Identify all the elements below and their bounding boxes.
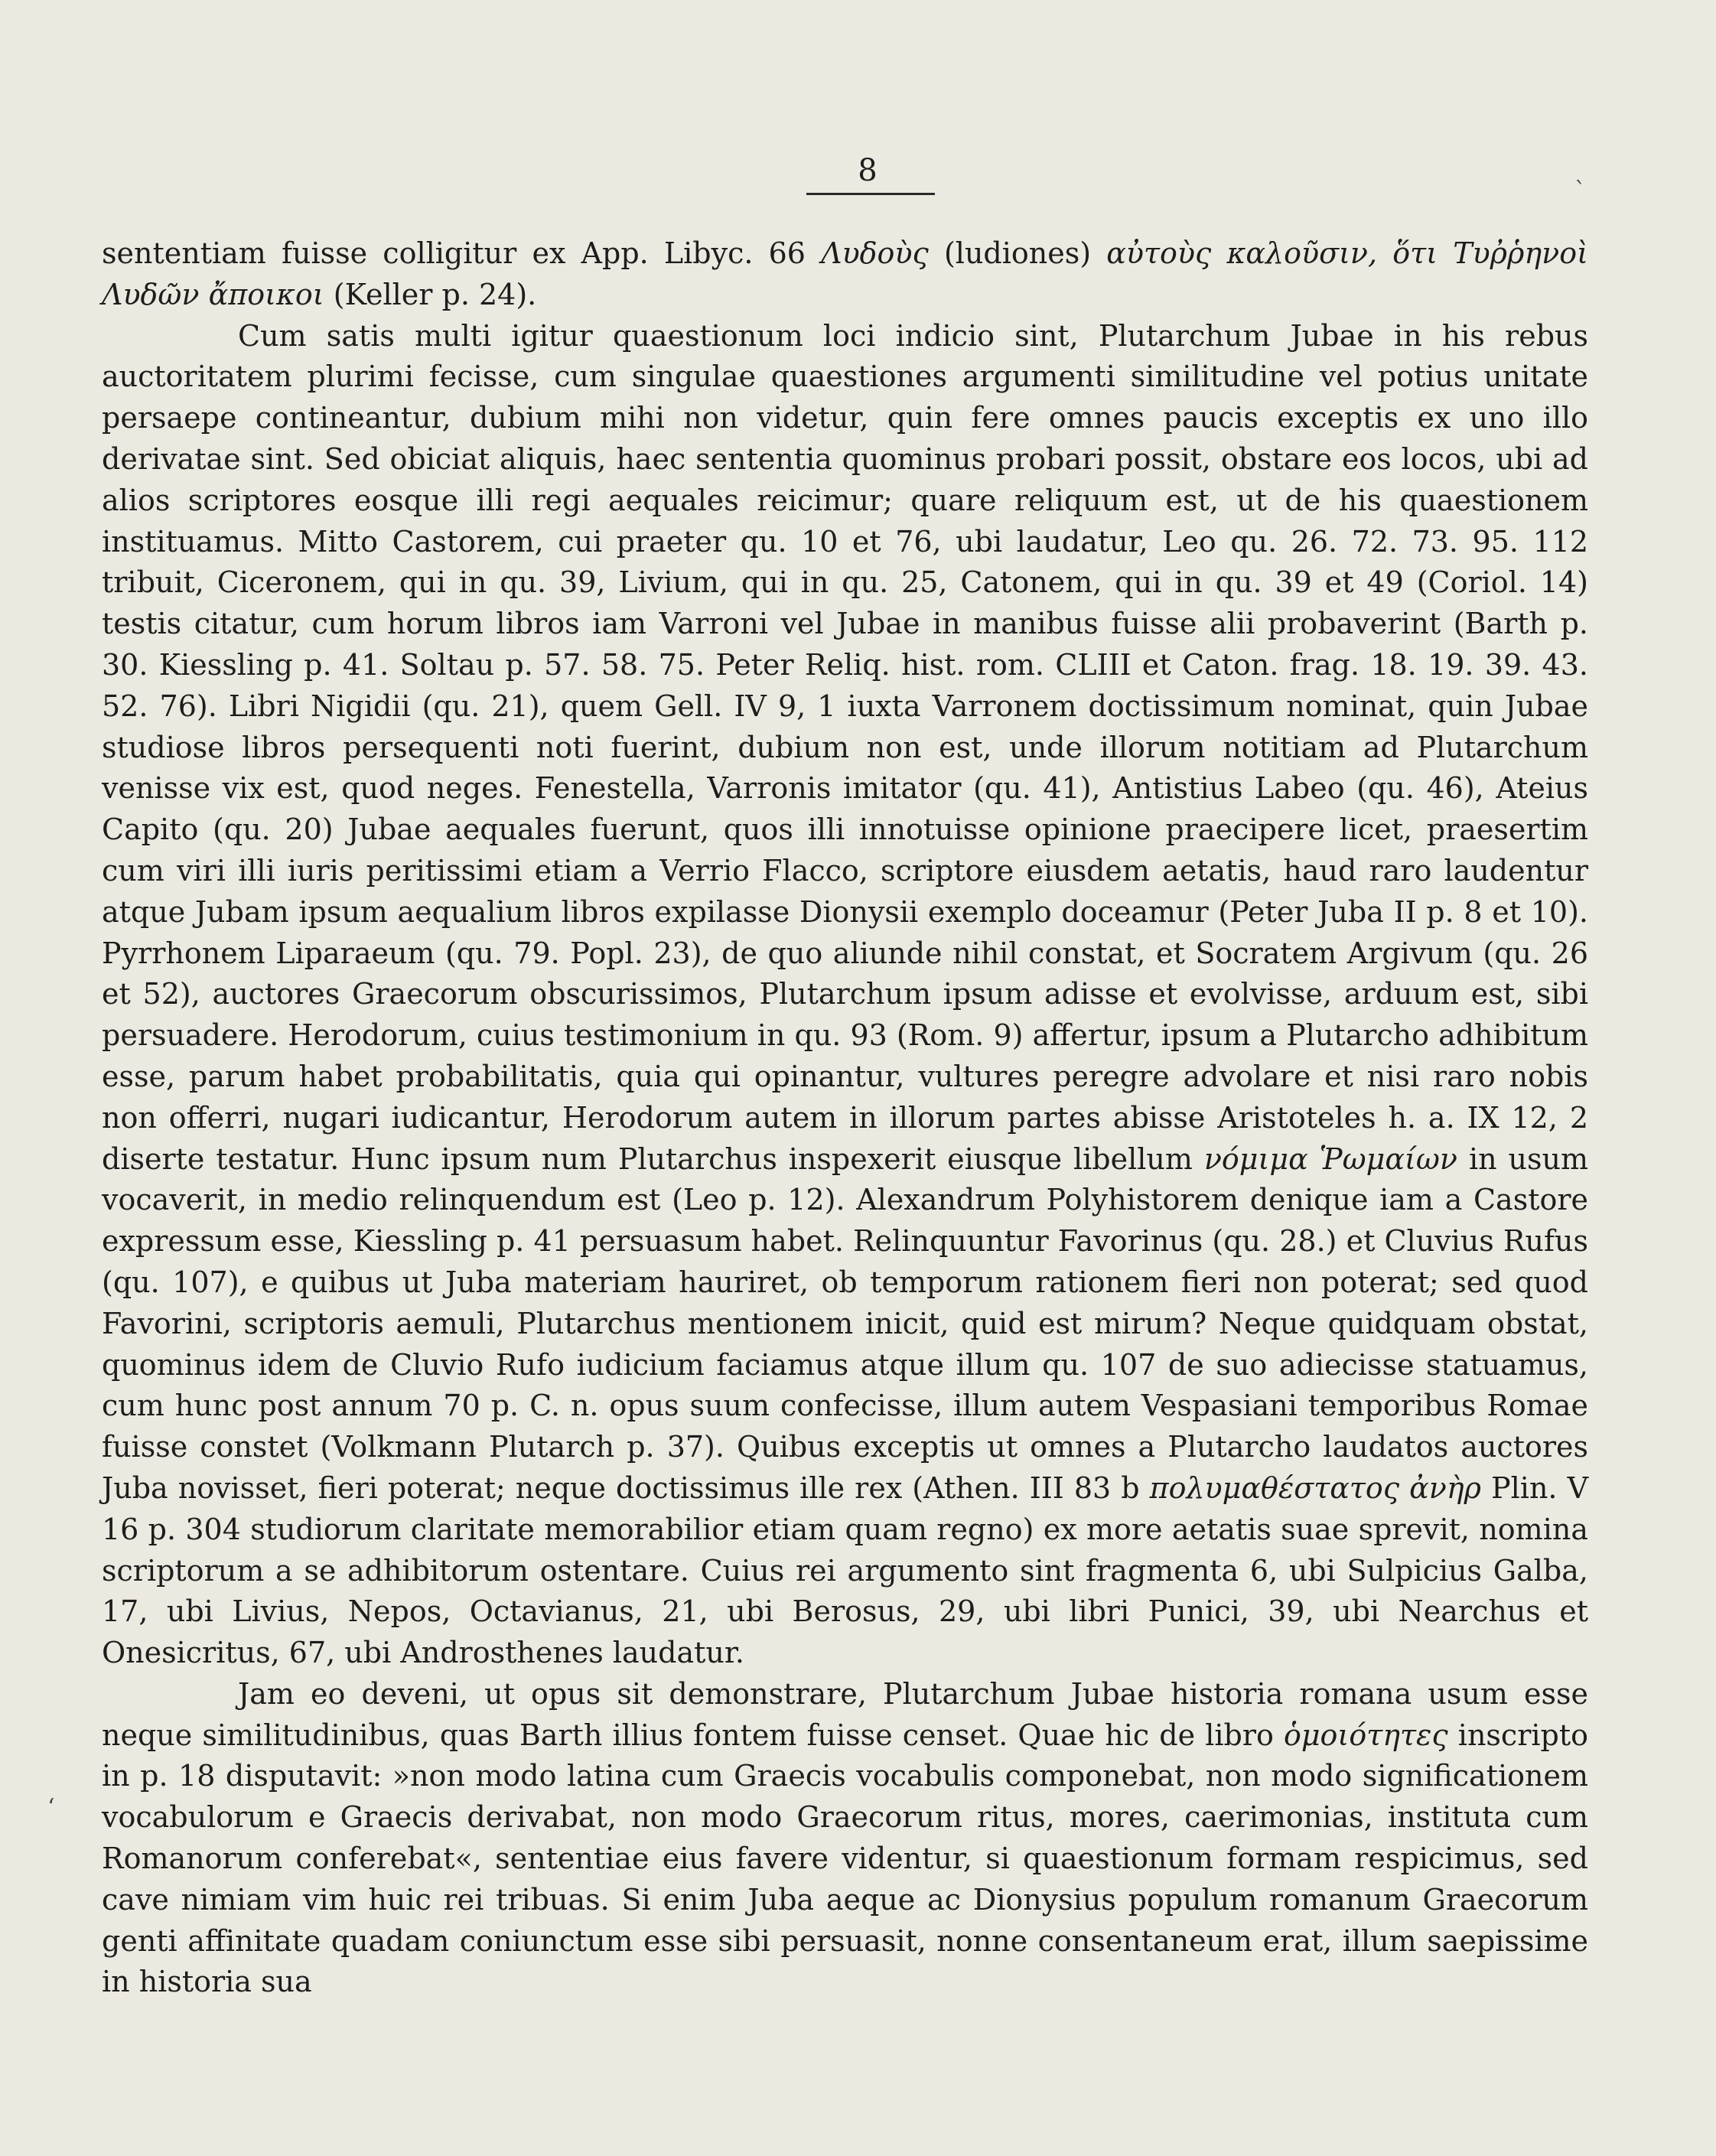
text-run: (ludiones): [928, 236, 1107, 270]
text-run: Jam eo deveni, ut opus sit demonstrare, Plutarchum Jubae historia romana usum esse neque similitudinibus, quas Barth illius fontem fuisse censet. Quae hic de libro: [102, 1676, 1588, 1752]
text-run: inscripto in p. 18 disputavit: »non modo latina cum Graecis vocabulis componebat, non modo significationem vocabulorum e Graecis derivabat, non modo Graecorum ritus, mores, caerimonias, instituta cum Romanorum conferebat«, sententiae eius favere videntur, si quaestionum formam respicimus, sed cave nimiam vim huic rei tribuas. Si enim Juba aeque ac Dionysius populum romanum Graecorum genti affinitate quadam coniunctum esse sibi persuasit, nonne consentaneum erat, illum saepissime in historia sua: [102, 1718, 1589, 1999]
page-number: 8: [858, 153, 878, 188]
greek-quotation: Λυδοὺς: [821, 236, 929, 270]
greek-quotation: νόμιμα Ῥωμαίων: [1203, 1142, 1458, 1176]
paragraph: [102, 1674, 1588, 2003]
text-run: (Keller p. 24).: [324, 277, 537, 311]
text-run: sententiam fuisse colligitur ex App. Libyc. 66: [102, 236, 822, 270]
paragraph: [102, 233, 1588, 316]
text-run: in usum vocaverit, in medio relinquendum est (Leo p. 12). Alexandrum Polyhistorem denique iam a Castore expressum esse, Kiessling p. 41 persuasum habet. Relinquuntur Favorinus (qu. 28.) et Cluvius Rufus (qu. 107), e quibus ut Juba materiam hauriret, ob temporum rationem fieri non poterat; sed quod Favorini, scriptoris aemuli, Plutarchus mentionem inicit, quid est mirum? Neque quidquam obstat, quominus idem de Cluvio Rufo iudicium faciamus atque illum qu. 107 de suo adiecisse statuamus, cum hunc post annum 70 p. C. n. opus suum confecisse, illum autem Vespasiani temporibus Romae fuisse constet (Volkmann Plutarch p. 37). Quibus exceptis ut omnes a Plutarcho laudatos auctores Juba novisset, fieri poterat; neque doctissimus ille rex (Athen. III 83 b: [102, 1142, 1588, 1505]
body-text: [102, 233, 1588, 2003]
text-run: Plin. V 16 p. 304 studiorum claritate memorabilior etiam quam regno) ex more aetatis suae sprevit, nomina scriptorum a se adhibitorum ostentare. Cuius rei argumento sint fragmenta 6, ubi Sulpicius Galba, 17, ubi Livius, Nepos, Octavianus, 21, ubi Berosus, 29, ubi libri Punici, 39, ubi Nearchus et Onesicritus, 67, ubi Androsthenes laudatur.: [102, 1470, 1589, 1670]
scan-speck: ˋ: [1574, 177, 1586, 204]
paragraph: [102, 316, 1588, 1674]
greek-quotation: πολυμαθέστατος ἀνὴρ: [1149, 1470, 1482, 1505]
greek-quotation: αὐτοὺς καλοῦσιν, ὅτι Τυῤῥηνοὶ Λυδῶν ἄποικοι: [102, 236, 1588, 311]
greek-quotation: ὁμοιότητες: [1283, 1718, 1448, 1752]
scan-speck: ʻ: [47, 1794, 55, 1821]
text-run: Cum satis multi igitur quaestionum loci indicio sint, Plutarchum Jubae in his rebus auctoritatem plurimi fecisse, cum singulae quaestiones argumenti similitudine vel potius unitate persaepe contineantur, dubium mihi non videtur, quin fere omnes paucis exceptis ex uno illo derivatae sint. Sed obiciat aliquis, haec sententia quominus probari possit, obstare eos locos, ubi ad alios scriptores eosque illi regi aequales reicimur; quare reliquum est, ut de his quaestionem instituamus. Mitto Castorem, cui praeter qu. 10 et 76, ubi laudatur, Leo qu. 26. 72. 73. 95. 112 tribuit, Ciceronem, qui in qu. 39, Livium, qui in qu. 25, Catonem, qui in qu. 39 et 49 (Coriol. 14) testis citatur, cum horum libros iam Varroni vel Jubae in manibus fuisse alii probaverint (Barth p. 30. Kiessling p. 41. Soltau p. 57. 58. 75. Peter Reliq. hist. rom. CLIII et Caton. frag. 18. 19. 39. 43. 52. 76). Libri Nigidii (qu. 21), quem Gell. IV 9, 1 iuxta Varronem doctissimum nominat, quin Jubae studiose libros persequenti noti fuerint, dubium non est, unde illorum notitiam ad Plutarchum venisse vix est, quod neges. Fenestella, Varronis imitator (qu. 41), Antistius Labeo (qu. 46), Ateius Capito (qu. 20) Jubae aequales fuerunt, quos illi innotuisse opinione praecipere licet, praesertim cum viri illi iuris peritissimi etiam a Verrio Flacco, scriptore eiusdem aetatis, haud raro laudentur atque Jubam ipsum aequalium libros expilasse Dionysii exemplo doceamur (Peter Juba II p. 8 et 10). Pyrrhonem Liparaeum (qu. 79. Popl. 23), de quo aliunde nihil constat, et Socratem Argivum (qu. 26 et 52), auctores Graecorum obscurissimos, Plutarchum ipsum adisse et evolvisse, arduum est, sibi persuadere. Herodorum, cuius testimonium in qu. 93 (Rom. 9) affertur, ipsum a Plutarcho adhibitum esse, parum habet probabilitatis, quia qui opinantur, vultures peregre advolare et nisi raro nobis non offerri, nugari iudicantur, Herodorum autem in illorum partes abisse Aristoteles h. a. IX 12, 2 diserte testatur. Hunc ipsum num Plutarchus inspexerit eiusque libellum: [102, 318, 1588, 1176]
page-number-rule: [806, 193, 935, 195]
